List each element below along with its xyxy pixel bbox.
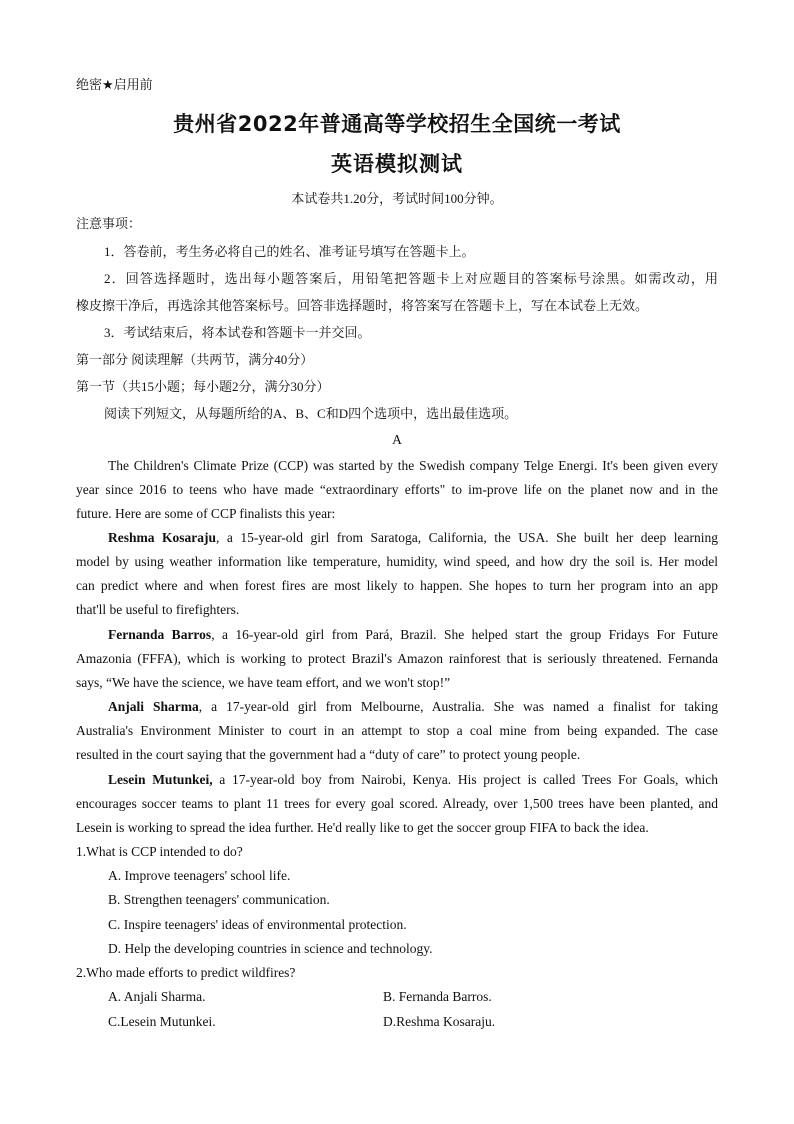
question-1-option-c: C. Inspire teenagers' ideas of environmental protection. bbox=[108, 917, 407, 932]
secret-label: 绝密★启用前 bbox=[76, 78, 153, 93]
passage-label: A bbox=[392, 432, 402, 447]
passage-p3-line-3: says, “We have the science, we have team effort, and we won't stop!” bbox=[76, 675, 451, 690]
passage-p2-line-1: Reshma Kosaraju, a 15-year-old girl from Saratoga, California, the USA. She built her deep learning bbox=[108, 530, 718, 545]
question-2-option-c: C.Lesein Mutunkei. bbox=[108, 1014, 216, 1029]
question-1-option-b: B. Strengthen teenagers' communication. bbox=[108, 892, 330, 907]
passage-p3-line-1: Fernanda Barros, a 16-year-old girl from Pará, Brazil. She helped start the group Fridays For Future bbox=[108, 627, 718, 642]
passage-p2-line-3: can predict where and when forest fires are most likely to happen. She hopes to turn her program into an app bbox=[76, 578, 718, 593]
passage-p1-line-1: The Children's Climate Prize (CCP) was started by the Swedish company Telge Energi. It's been given every bbox=[108, 458, 718, 473]
notice-item-2-line-1: 2．回答选择题时，选出每小题答案后，用铅笔把答题卡上对应题目的答案标号涂黑。如需改动，用 bbox=[104, 271, 718, 286]
passage-p1-line-3: future. Here are some of CCP finalists this year: bbox=[76, 506, 336, 521]
passage-p4-line-1: Anjali Sharma, a 17-year-old girl from Melbourne, Australia. She was named a finalist for taking bbox=[108, 699, 718, 714]
notice-item-1: 1．答卷前，考生务必将自己的姓名、准考证号填写在答题卡上。 bbox=[104, 244, 475, 259]
exam-title: 贵州省2022年普通高等学校招生全国统一考试 bbox=[173, 112, 621, 136]
finalist-name-lesein: Lesein Mutunkei, bbox=[108, 772, 213, 787]
exam-info: 本试卷共1.20分，考试时间100分钟。 bbox=[291, 191, 503, 206]
question-1: 1.What is CCP intended to do? bbox=[76, 844, 243, 859]
notice-heading: 注意事项： bbox=[76, 216, 142, 231]
passage-p1-line-2: year since 2016 to teens who have made “extraordinary efforts" to im-prove life on the planet now and in the bbox=[76, 482, 718, 497]
question-2: 2.Who made efforts to predict wildfires? bbox=[76, 965, 296, 980]
question-2-option-a: A. Anjali Sharma. bbox=[108, 989, 206, 1004]
question-2-option-b: B. Fernanda Barros. bbox=[383, 989, 492, 1004]
question-2-option-d: D.Reshma Kosaraju. bbox=[383, 1014, 496, 1029]
passage-p4-line-3: resulted in the court saying that the government had a “duty of care” to protect young people. bbox=[76, 747, 581, 762]
passage-p5-line-3: Lesein is working to spread the idea further. He'd really like to get the soccer group FIFA to back the idea. bbox=[76, 820, 649, 835]
passage-p5-line-2: encourages soccer teams to plant 11 trees for every goal scored. Already, over 1,500 trees have been planted, and bbox=[76, 796, 718, 811]
notice-item-2-line-2: 橡皮擦干净后，再选涂其他答案标号。回答非选择题时，将答案写在答题卡上，写在本试卷上无效。 bbox=[76, 298, 649, 313]
exam-subtitle: 英语模拟测试 bbox=[331, 152, 463, 176]
finalist-name-anjali: Anjali Sharma bbox=[108, 699, 199, 714]
part-1-heading: 第一部分 阅读理解（共两节，满分40分） bbox=[76, 352, 314, 367]
notice-item-3: 3．考试结束后，将本试卷和答题卡一并交回。 bbox=[104, 325, 371, 340]
passage-p2-line-4: that'll be useful to firefighters. bbox=[76, 602, 240, 617]
passage-p5-line-1: Lesein Mutunkei, a 17-year-old boy from Nairobi, Kenya. His project is called Trees For Goals, which bbox=[108, 772, 719, 787]
question-1-option-a: A. Improve teenagers' school life. bbox=[108, 868, 291, 883]
reading-instruction: 阅读下列短文，从每题所给的A、B、C和D四个选项中，选出最佳选项。 bbox=[104, 406, 518, 421]
passage-p4-line-2: Australia's Environment Minister to court in an attempt to stop a coal mine from being expanded. The case bbox=[76, 723, 718, 738]
passage-p2-line-2: model by using weather information like temperature, humidity, wind speed, and how dry the soil is. Her model bbox=[76, 554, 718, 569]
finalist-name-reshma: Reshma Kosaraju bbox=[108, 530, 216, 545]
question-1-option-d: D. Help the developing countries in science and technology. bbox=[108, 941, 433, 956]
finalist-name-fernanda: Fernanda Barros bbox=[108, 627, 212, 642]
passage-p3-line-2: Amazonia (FFFA), which is working to protect Brazil's Amazon rainforest that is seriously threatened. Fernanda bbox=[76, 651, 718, 666]
section-1-heading: 第一节（共15小题；每小题2分，满分30分） bbox=[76, 379, 330, 394]
